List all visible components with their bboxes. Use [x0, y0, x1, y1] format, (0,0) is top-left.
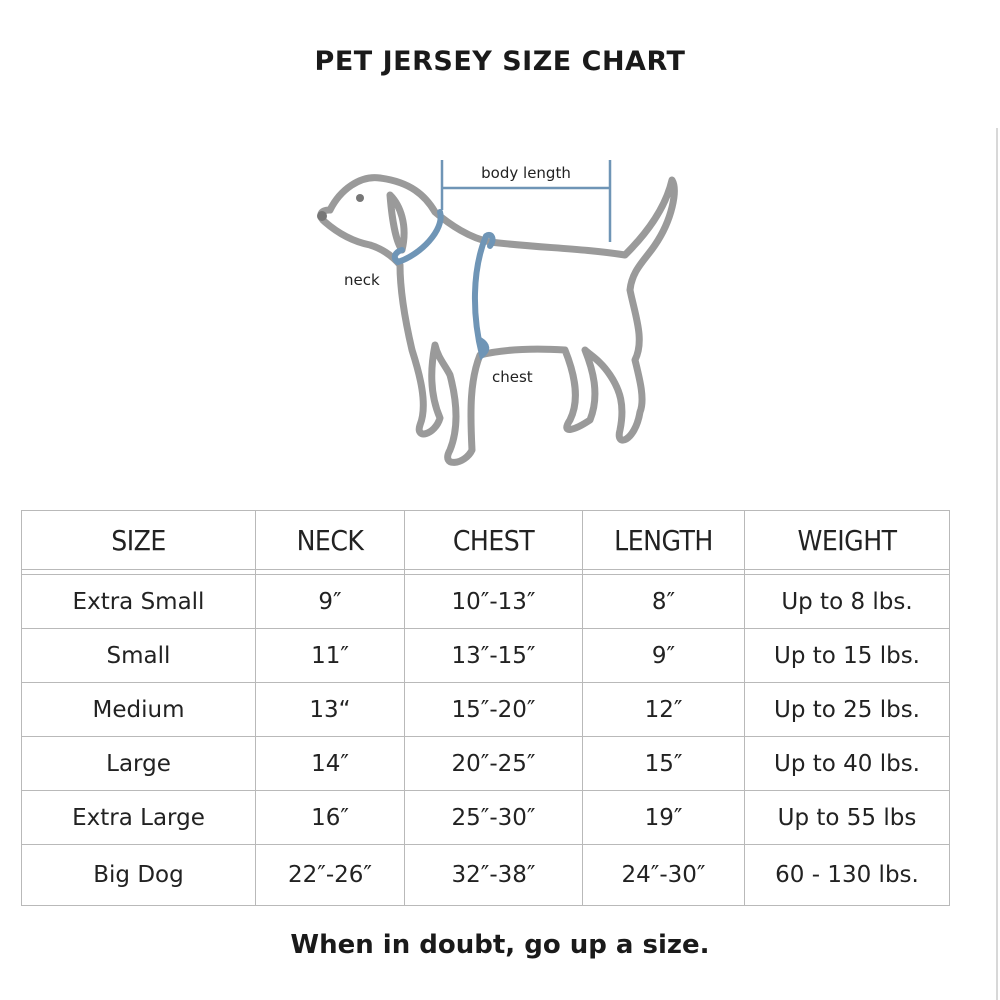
- cell-length: 9″: [583, 629, 745, 683]
- cell-size: Medium: [22, 683, 256, 737]
- cell-chest: 32″-38″: [405, 845, 583, 906]
- cell-chest: 20″-25″: [405, 737, 583, 791]
- table-row: [22, 629, 950, 683]
- chest-measure-mark: [475, 235, 493, 355]
- cell-neck: 16″: [256, 791, 405, 845]
- cell-neck: 22″-26″: [256, 845, 405, 906]
- page-title: PET JERSEY SIZE CHART: [314, 46, 686, 77]
- cell-weight: Up to 8 lbs.: [745, 575, 950, 629]
- dog-measurement-diagram: [300, 150, 700, 480]
- cell-neck: 11″: [256, 629, 405, 683]
- cell-length: 12″: [583, 683, 745, 737]
- cell-weight: Up to 25 lbs.: [745, 683, 950, 737]
- cell-chest: 13″-15″: [405, 629, 583, 683]
- cell-length: 15″: [583, 737, 745, 791]
- footer-note: When in doubt, go up a size.: [290, 930, 710, 960]
- cell-size: Small: [22, 629, 256, 683]
- header-neck: NECK: [256, 511, 405, 570]
- table-row: [22, 683, 950, 737]
- header-size: SIZE: [22, 511, 256, 570]
- header-chest: CHEST: [405, 511, 583, 570]
- cell-weight: Up to 15 lbs.: [745, 629, 950, 683]
- dog-illustration: [300, 150, 700, 480]
- cell-neck: 9″: [256, 575, 405, 629]
- neck-label: neck: [344, 271, 380, 289]
- table-row: [22, 791, 950, 845]
- chest-label: chest: [492, 368, 533, 386]
- cell-size: Large: [22, 737, 256, 791]
- dog-outline: [321, 178, 674, 463]
- cell-chest: 15″-20″: [405, 683, 583, 737]
- cell-neck: 14″: [256, 737, 405, 791]
- page-edge-rule: [996, 128, 998, 1000]
- dog-eye: [356, 194, 364, 202]
- table-row: [22, 575, 950, 629]
- header-weight: WEIGHT: [745, 511, 950, 570]
- cell-chest: 25″-30″: [405, 791, 583, 845]
- cell-size: Big Dog: [22, 845, 256, 906]
- cell-weight: Up to 40 lbs.: [745, 737, 950, 791]
- table-row: [22, 845, 950, 906]
- table-header-row: [22, 511, 950, 570]
- cell-weight: 60 - 130 lbs.: [745, 845, 950, 906]
- body-length-label: body length: [481, 164, 571, 182]
- cell-chest: 10″-13″: [405, 575, 583, 629]
- cell-length: 24″-30″: [583, 845, 745, 906]
- cell-neck: 13“: [256, 683, 405, 737]
- cell-weight: Up to 55 lbs: [745, 791, 950, 845]
- size-chart-table: [21, 510, 950, 906]
- table-row: [22, 737, 950, 791]
- header-length: LENGTH: [583, 511, 745, 570]
- cell-size: Extra Large: [22, 791, 256, 845]
- dog-nose: [317, 211, 327, 221]
- cell-length: 8″: [583, 575, 745, 629]
- cell-length: 19″: [583, 791, 745, 845]
- cell-size: Extra Small: [22, 575, 256, 629]
